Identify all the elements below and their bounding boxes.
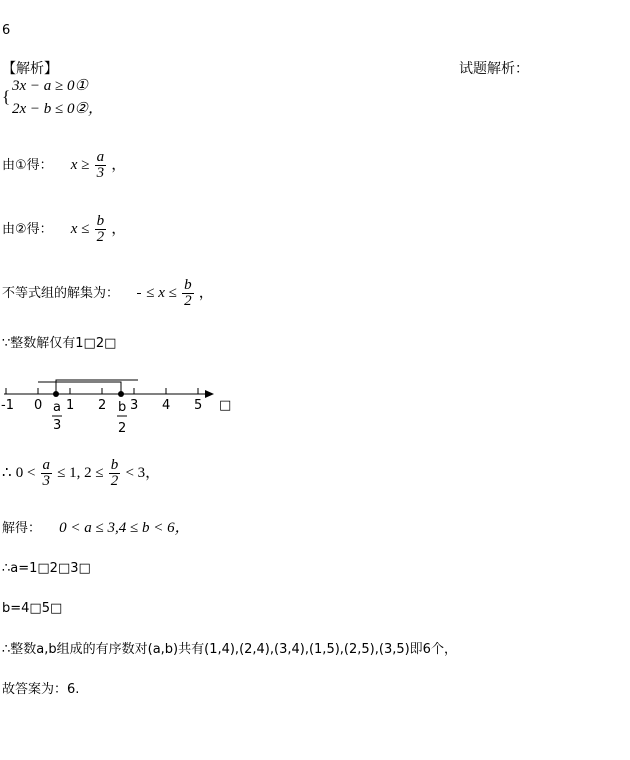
tick-label: 0 xyxy=(34,398,43,413)
step-5-right: < 3， xyxy=(125,465,161,481)
tick-label: 1 xyxy=(66,398,75,413)
step-5 xyxy=(2,458,160,489)
step-3-tail: ， xyxy=(198,285,214,301)
tick-label: 4 xyxy=(162,398,171,413)
system-brace: { xyxy=(2,87,11,106)
step-9: ∴整数a,b组成的有序数对(a,b)共有(1,4),(2,4),(3,4),(1,5),(2,5),(3,5)即6个， xyxy=(2,642,457,657)
analysis-right-label: 试题解析： xyxy=(459,61,529,77)
step-6 xyxy=(2,521,190,536)
point-b-label: b xyxy=(118,400,127,415)
fraction-b-over-2: $\frac{b}{2}$ xyxy=(184,277,192,309)
step-4: ∵整数解仅有1□2□ xyxy=(2,336,117,351)
system-line-2: 2x − b ≤ 0②， xyxy=(12,101,103,117)
step-3-mid: ≤ x ≤ xyxy=(146,285,177,301)
step-7: ∴a=1□2□3□ xyxy=(2,561,91,576)
end-mark: □ xyxy=(219,398,232,413)
point-a-over-3 xyxy=(53,391,59,397)
step-2-prefix: 由②得： xyxy=(2,222,53,237)
system-line-1: 3x − a ≥ 0① xyxy=(12,78,88,94)
point-b-den: 2 xyxy=(118,421,127,436)
tick-label: 2 xyxy=(98,398,107,413)
step-6-expr: 0 < a ≤ 3,4 ≤ b < 6， xyxy=(59,520,190,536)
fraction-a-over-3 xyxy=(137,293,141,294)
point-a-label: a xyxy=(53,400,61,415)
step-3-prefix: 不等式组的解集为： xyxy=(2,286,120,301)
answer-line: 故答案为：6. xyxy=(2,682,80,697)
step-2 xyxy=(2,214,126,245)
fraction-a-over-3: $\frac{a}{3}$ xyxy=(42,457,51,489)
step-2-tail: ， xyxy=(111,221,127,237)
step-1-lhs: x ≥ xyxy=(70,157,90,173)
tick-label: 5 xyxy=(194,398,203,413)
step-1-prefix: 由①得： xyxy=(2,158,53,173)
therefore-symbol: ∴ xyxy=(2,465,12,481)
tick-label: -1 xyxy=(1,398,14,413)
fraction-b-over-2: $\frac{b}{2}$ xyxy=(110,457,119,489)
analysis-label: 【解析】 xyxy=(2,61,58,77)
point-b-over-2 xyxy=(118,391,124,397)
step-2-lhs: x ≤ xyxy=(70,221,90,237)
fraction-a-over-3: $\frac{a}{3}$ xyxy=(96,149,105,181)
fraction-b-over-2: $\frac{b}{2}$ xyxy=(96,213,105,245)
step-3 xyxy=(2,278,214,309)
number-line xyxy=(0,368,250,438)
step-5-mid: ≤ 1, 2 ≤ xyxy=(57,465,104,481)
step-1-tail: ， xyxy=(111,157,127,173)
tick-label: 3 xyxy=(130,398,139,413)
step-1 xyxy=(2,150,126,181)
axis-arrow-icon xyxy=(205,390,214,398)
range-b-bracket xyxy=(38,382,121,394)
top-number: 6 xyxy=(2,23,11,38)
step-8: b=4□5□ xyxy=(2,601,63,616)
point-a-den: 3 xyxy=(53,418,62,433)
step-5-left: 0 < xyxy=(15,465,36,481)
step-6-prefix: 解得： xyxy=(2,521,42,536)
